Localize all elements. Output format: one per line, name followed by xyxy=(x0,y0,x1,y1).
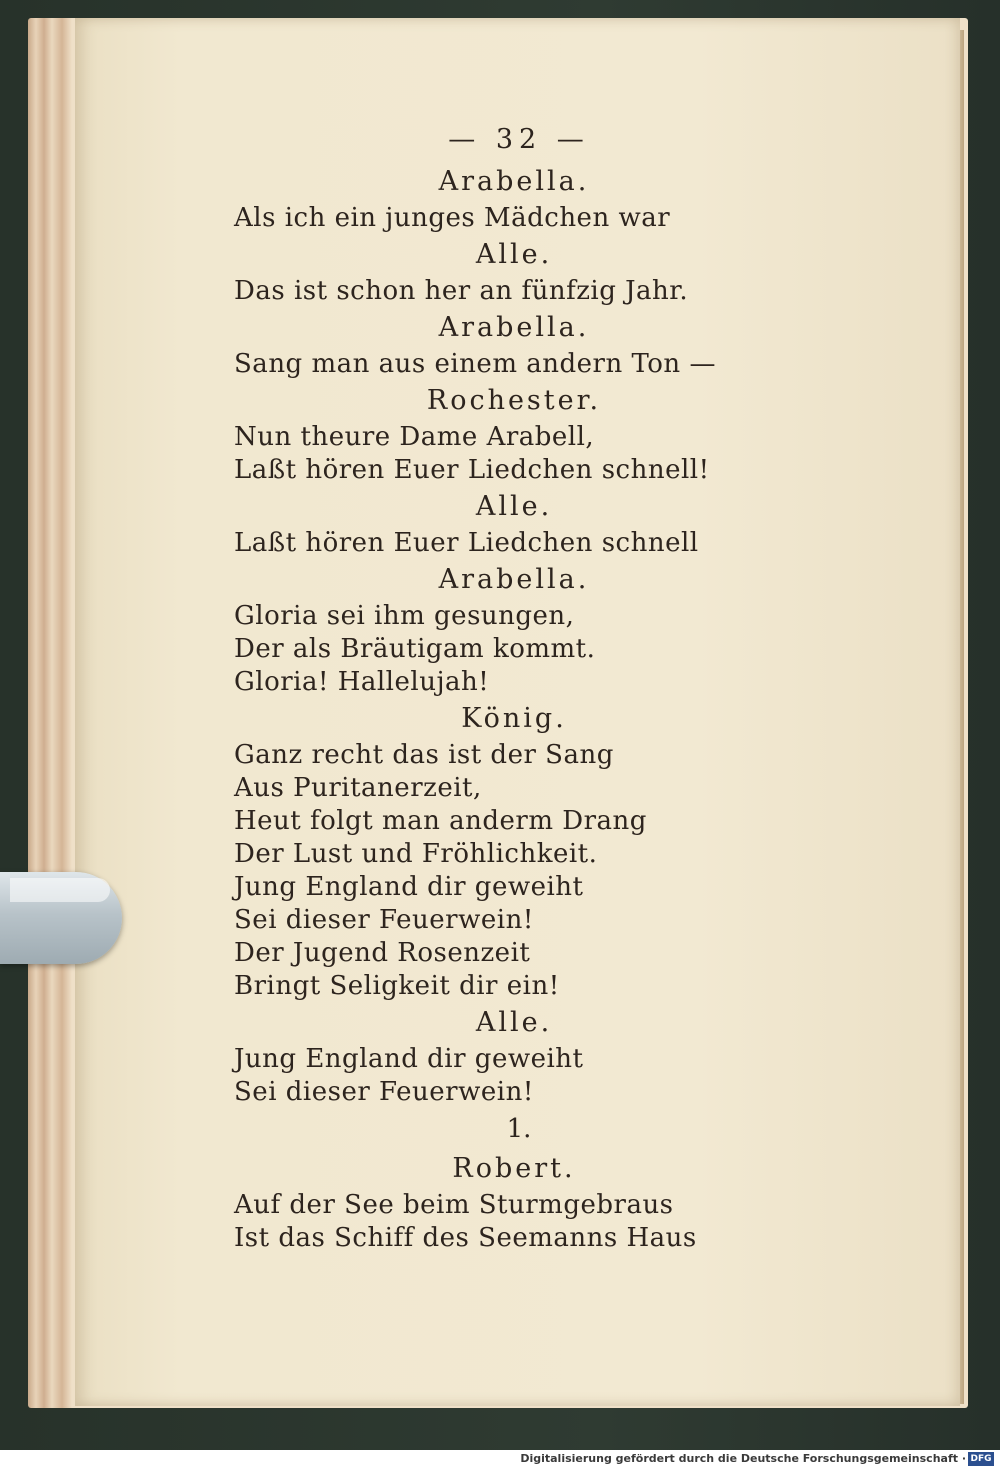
verse-line: Der Lust und Fröhlichkeit. xyxy=(234,839,598,869)
verse-line: Laßt hören Euer Liedchen schnell xyxy=(234,528,699,558)
digitization-credit: Digitalisierung gefördert durch die Deutsche Forschungsgemeinschaft · xyxy=(520,1452,966,1465)
verse-line: Aus Puritanerzeit, xyxy=(234,773,482,803)
verse-line: Gloria! Hallelujah! xyxy=(234,667,490,697)
verse-line: Das ist schon her an fünfzig Jahr. xyxy=(234,276,689,306)
verse-line: Ist das Schiff des Seemanns Haus xyxy=(234,1223,697,1253)
speaker-name: König. xyxy=(461,703,567,734)
speaker-name: Alle. xyxy=(475,239,553,270)
page-number: — 32 — xyxy=(448,124,590,155)
speaker-name: Arabella. xyxy=(438,312,590,343)
speaker-name: Arabella. xyxy=(438,166,590,197)
speaker-name: Rochester. xyxy=(426,385,602,416)
page-content xyxy=(234,118,716,1255)
dialogue-block xyxy=(234,699,674,1003)
speaker-name: Arabella. xyxy=(438,564,590,595)
dialogue-blocks xyxy=(234,162,716,1109)
dialogue-block xyxy=(234,560,674,699)
verse-line: Sei dieser Feuerwein! xyxy=(234,905,534,935)
verse-line: Als ich ein junges Mädchen war xyxy=(234,203,671,233)
page-clip-highlight xyxy=(10,878,110,902)
speaker-name: Alle. xyxy=(475,491,553,522)
verse-line: Der als Bräutigam kommt. xyxy=(234,634,596,664)
dfg-logo: DFG xyxy=(968,1452,994,1466)
speaker-name: Alle. xyxy=(475,1007,553,1038)
verse-line: Laßt hören Euer Liedchen schnell! xyxy=(234,455,710,485)
verse-line: Sei dieser Feuerwein! xyxy=(234,1077,534,1107)
dialogue-block xyxy=(234,381,710,487)
verse-line: Nun theure Dame Arabell, xyxy=(234,422,595,452)
verse-line: Der Jugend Rosenzeit xyxy=(234,938,531,968)
verse-line: Bringt Seligkeit dir ein! xyxy=(234,971,560,1001)
verse-line: Jung England dir geweiht xyxy=(234,872,584,902)
verse-line: Gloria sei ihm gesungen, xyxy=(234,601,575,631)
dialogue-block xyxy=(234,162,674,235)
dialogue-block xyxy=(234,308,716,381)
verse-line: Ganz recht das ist der Sang xyxy=(234,740,614,770)
final-block xyxy=(234,1149,697,1255)
verse-number: 1. xyxy=(506,1114,532,1144)
dialogue-block xyxy=(234,487,699,560)
dialogue-block xyxy=(234,235,689,308)
verse-line: Auf der See beim Sturmgebraus xyxy=(234,1190,674,1220)
dialogue-block xyxy=(234,1003,674,1109)
verse-line: Heut folgt man anderm Drang xyxy=(234,806,647,836)
verse-line: Jung England dir geweiht xyxy=(234,1044,584,1074)
speaker-name: Robert. xyxy=(452,1153,576,1184)
verse-line: Sang man aus einem andern Ton — xyxy=(234,349,716,379)
